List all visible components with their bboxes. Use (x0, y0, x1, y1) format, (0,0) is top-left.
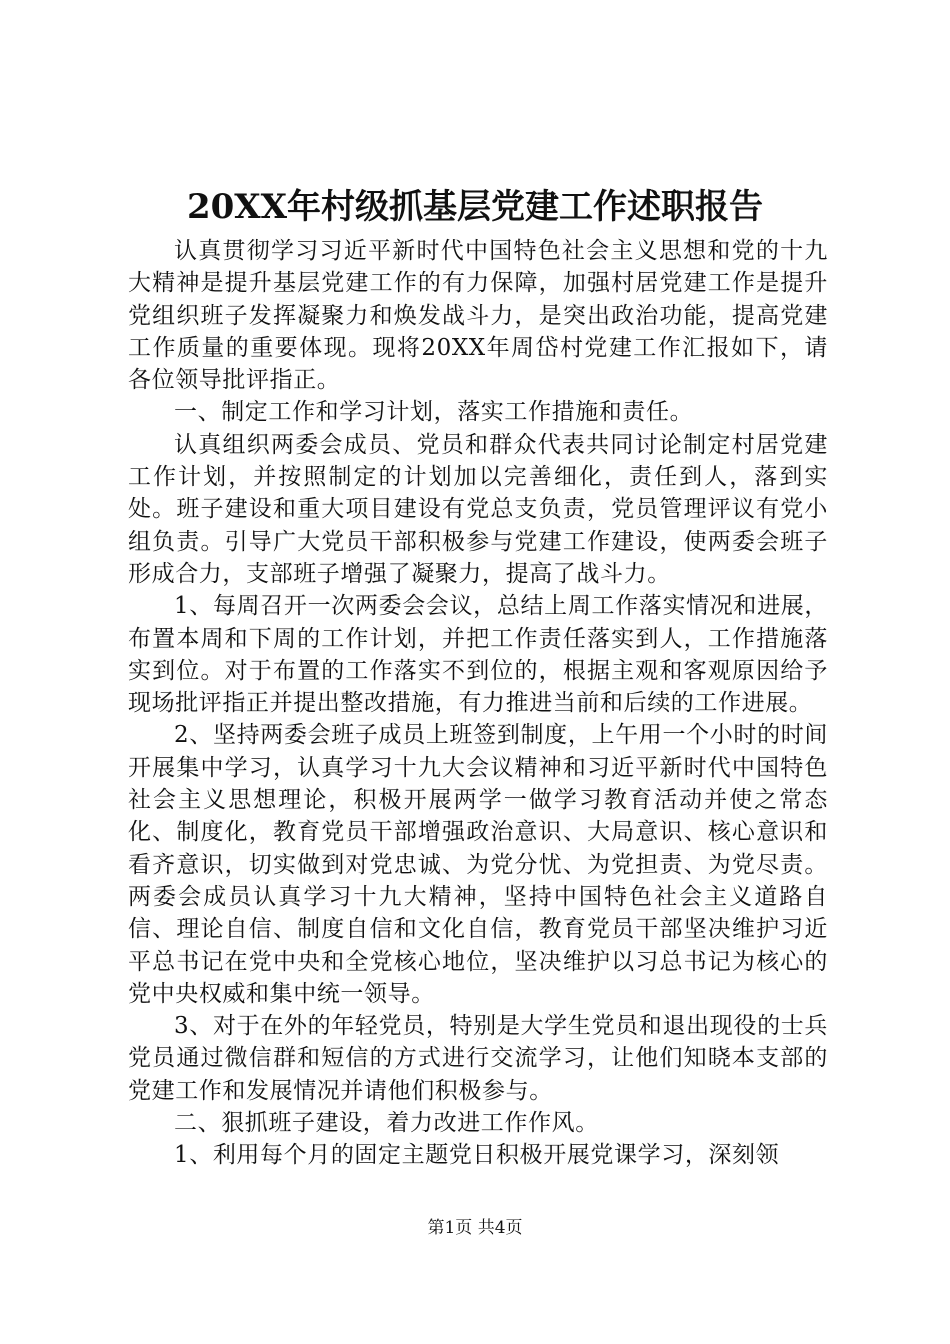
section-heading-2: 二、狠抓班子建设，着力改进工作作风。 (174, 1110, 599, 1137)
paragraph-intro: 认真贯彻学习习近平新时代中国特色社会主义思想和党的十九大精神是提升基层党建工作的有力保障，加强村居党建工作是提升党组织班子发挥凝聚力和焕发战斗力，是突出政治功能，提高党建工作质量的重要体现。现将20XX年周岱村党建工作汇报如下，请各位领导批评指正。 (128, 238, 828, 394)
page-number-footer: 第1页 共4页 (427, 1218, 523, 1238)
paragraph-item-2: 2、坚持两委会班子成员上班签到制度，上午用一个小时的时间开展集中学习，认真学习十九大会议精神和习近平新时代中国特色社会主义思想理论，积极开展两学一做学习教育活动并使之常态化、制度化，教育党员干部增强政治意识、大局意识、核心意识和看齐意识，切实做到对党忠诚、为党分忧、为党担责、为党尽责。两委会成员认真学习十九大精神，坚持中国特色社会主义道路自信、理论自信、制度自信和文化自信，教育党员干部坚决维护习近平总书记在党中央和全党核心地位，坚决维护以习总书记为核心的党中央权威和集中统一领导。 (128, 722, 828, 1007)
document-body (128, 235, 828, 1172)
paragraph-section-2-item-1: 1、利用每个月的固定主题党日积极开展党课学习，深刻领 (174, 1142, 780, 1169)
paragraph-item-1: 1、每周召开一次两委会会议，总结上周工作落实情况和进展，布置本周和下周的工作计划，并把工作责任落实到人，工作措施落实到位。对于布置的工作落实不到位的，根据主观和客观原因给予现场批评指正并提出整改措施，有力推进当前和后续的工作进展。 (128, 593, 828, 717)
section-heading-1: 一、制定工作和学习计划，落实工作措施和责任。 (174, 399, 694, 426)
paragraph-item-3: 3、对于在外的年轻党员，特别是大学生党员和退出现役的士兵党员通过微信群和短信的方式进行交流学习，让他们知晓本支部的党建工作和发展情况并请他们积极参与。 (128, 1013, 828, 1104)
document-title: 20XX年村级抓基层党建工作述职报告 (186, 187, 764, 227)
paragraph-section-1: 认真组织两委会成员、党员和群众代表共同讨论制定村居党建工作计划，并按照制定的计划加以完善细化，责任到人，落到实处。班子建设和重大项目建设有党总支负责，党员管理评议有党小组负责。引导广大党员干部积极参与党建工作建设，使两委会班子形成合力，支部班子增强了凝聚力，提高了战斗力。 (128, 431, 828, 587)
